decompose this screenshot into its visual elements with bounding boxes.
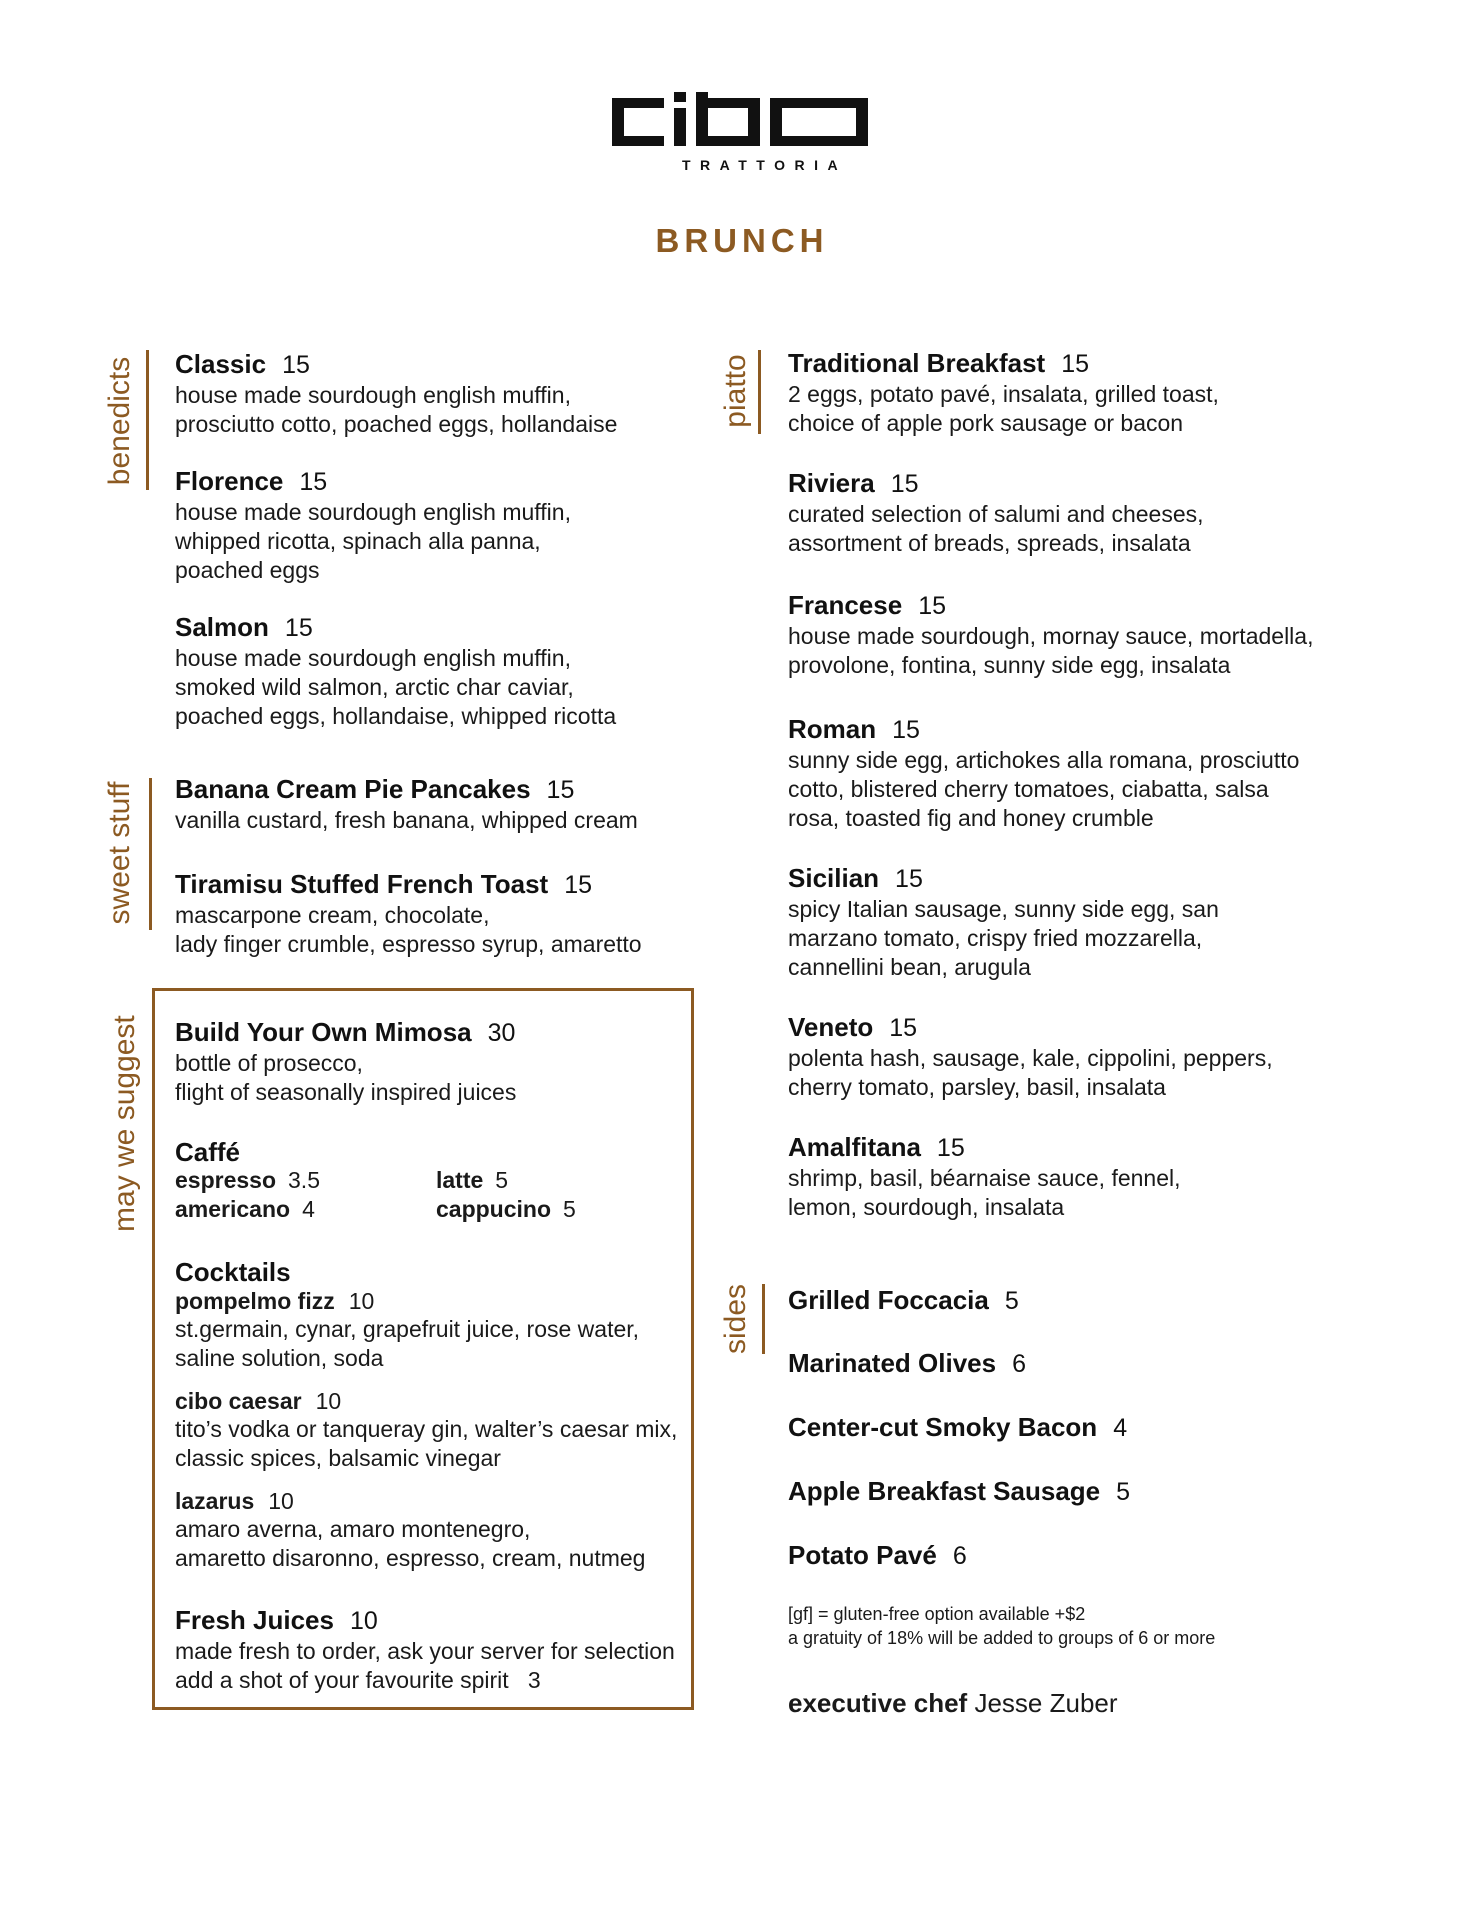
item-desc-line: flight of seasonally inspired juices bbox=[175, 1079, 517, 1105]
item-price: 6 bbox=[1012, 1350, 1026, 1378]
section-label-benedicts: benedicts bbox=[103, 356, 136, 486]
menu-item-francese bbox=[788, 589, 1313, 680]
item-name: Roman bbox=[788, 714, 877, 744]
item-name: Grilled Foccacia bbox=[788, 1285, 989, 1315]
menu-item-banana-pancakes bbox=[175, 773, 638, 835]
item-desc-line: prosciutto cotto, poached eggs, hollandaise bbox=[175, 411, 618, 437]
item-name: americano bbox=[175, 1196, 291, 1222]
gluten-free-note: [gf] = gluten-free option available +$2 bbox=[788, 1604, 1086, 1624]
item-desc-line: house made sourdough english muffin, bbox=[175, 645, 571, 671]
item-desc-line: sunny side egg, artichokes alla romana, prosciutto bbox=[788, 747, 1300, 773]
item-price: 10 bbox=[349, 1607, 378, 1635]
item-name: Amalfitana bbox=[788, 1132, 921, 1162]
item-price: 15 bbox=[890, 470, 919, 498]
section-label-sides: sides bbox=[719, 1283, 752, 1355]
item-price: 10 bbox=[268, 1488, 294, 1514]
item-desc-line: house made sourdough, mornay sauce, mortadella, bbox=[788, 623, 1314, 649]
cocktails-title: Cocktails bbox=[175, 1257, 291, 1287]
item-name: Fresh Juices bbox=[175, 1605, 334, 1635]
cocktails-heading bbox=[175, 1256, 291, 1288]
item-desc-line: tito’s vodka or tanqueray gin, walter’s caesar mix, bbox=[175, 1416, 678, 1442]
section-label-piatto: piatto bbox=[719, 354, 752, 428]
menu-item-salmon bbox=[175, 611, 616, 731]
menu-item-florence bbox=[175, 465, 571, 585]
item-price: 15 bbox=[282, 351, 310, 379]
item-desc-line: cotto, blistered cherry tomatoes, ciabatta, salsa bbox=[788, 776, 1269, 802]
menu-item-veneto bbox=[788, 1011, 1273, 1102]
side-item-sausage bbox=[788, 1475, 1130, 1508]
item-name: cappucino bbox=[436, 1196, 552, 1222]
item-name: lazarus bbox=[175, 1488, 255, 1514]
item-desc-line: lemon, sourdough, insalata bbox=[788, 1194, 1065, 1220]
item-desc-line: polenta hash, sausage, kale, cippolini, peppers, bbox=[788, 1045, 1273, 1071]
item-price: 5 bbox=[495, 1167, 509, 1193]
item-name: Riviera bbox=[788, 468, 875, 498]
item-name: Center-cut Smoky Bacon bbox=[788, 1412, 1098, 1442]
item-price: 5 bbox=[1116, 1478, 1131, 1506]
cocktail-lazarus bbox=[175, 1487, 645, 1573]
item-price: 15 bbox=[284, 614, 313, 642]
cocktail-pompelmo-fizz bbox=[175, 1287, 639, 1373]
item-desc-line: assortment of breads, spreads, insalata bbox=[788, 530, 1191, 556]
caffe-heading bbox=[175, 1136, 240, 1168]
item-price: 30 bbox=[487, 1019, 516, 1047]
item-name: Tiramisu Stuffed French Toast bbox=[175, 869, 549, 899]
item-desc-line: cherry tomato, parsley, basil, insalata bbox=[788, 1074, 1166, 1100]
item-price: 15 bbox=[1061, 350, 1090, 378]
item-price: 10 bbox=[348, 1288, 375, 1314]
item-desc-line: amaretto disaronno, espresso, cream, nutmeg bbox=[175, 1545, 646, 1571]
side-item-potato-pave bbox=[788, 1539, 967, 1572]
caffe-item-latte bbox=[436, 1166, 508, 1195]
menu-item-mimosa bbox=[175, 1016, 516, 1107]
logo-subtext: TRATTORIA bbox=[682, 157, 848, 173]
item-price: 4 bbox=[302, 1196, 315, 1222]
item-name: Marinated Olives bbox=[788, 1348, 997, 1378]
item-name: Potato Pavé bbox=[788, 1540, 937, 1570]
side-item-foccacia bbox=[788, 1284, 1019, 1317]
item-desc-line: smoked wild salmon, arctic char caviar, bbox=[175, 674, 574, 700]
section-bar-piatto bbox=[758, 350, 761, 434]
caffe-item-americano bbox=[175, 1195, 315, 1224]
item-price: 3.5 bbox=[288, 1167, 320, 1193]
item-desc-line: mascarpone cream, chocolate, bbox=[175, 902, 490, 928]
item-name: Florence bbox=[175, 466, 284, 496]
menu-item-sicilian bbox=[788, 862, 1219, 982]
item-price: 10 bbox=[315, 1388, 342, 1414]
item-desc-line: poached eggs, hollandaise, whipped ricotta bbox=[175, 703, 617, 729]
section-label-sweet-stuff: sweet stuff bbox=[103, 781, 136, 925]
item-name: espresso bbox=[175, 1167, 277, 1193]
section-bar-benedicts bbox=[146, 350, 149, 490]
item-desc-line: poached eggs bbox=[175, 557, 320, 583]
item-price: 15 bbox=[895, 865, 923, 893]
item-name: Build Your Own Mimosa bbox=[175, 1017, 472, 1047]
menu-item-traditional-breakfast bbox=[788, 347, 1219, 438]
section-label-may-we-suggest: may we suggest bbox=[108, 1015, 141, 1232]
item-desc-line: amaro averna, amaro montenegro, bbox=[175, 1516, 531, 1542]
item-desc-line: spicy Italian sausage, sunny side egg, san bbox=[788, 896, 1219, 922]
menu-item-roman bbox=[788, 713, 1299, 833]
item-desc-line: saline solution, soda bbox=[175, 1345, 384, 1371]
item-desc-line: made fresh to order, ask your server for selection bbox=[175, 1638, 675, 1664]
item-name: Apple Breakfast Sausage bbox=[788, 1476, 1101, 1506]
item-name: latte bbox=[436, 1167, 484, 1193]
item-desc-line: whipped ricotta, spinach alla panna, bbox=[175, 528, 541, 554]
menu-item-classic bbox=[175, 348, 617, 439]
menu-item-riviera bbox=[788, 467, 1204, 558]
item-price: 15 bbox=[918, 592, 946, 620]
menu-title: BRUNCH bbox=[655, 222, 829, 259]
caffe-item-cappucino bbox=[436, 1195, 576, 1224]
section-bar-sides bbox=[762, 1284, 765, 1354]
item-name: cibo caesar bbox=[175, 1388, 302, 1414]
item-price: 5 bbox=[1004, 1287, 1019, 1315]
side-item-olives bbox=[788, 1347, 1026, 1380]
item-desc-line: st.germain, cynar, grapefruit juice, rose water, bbox=[175, 1316, 640, 1342]
item-name: Classic bbox=[175, 349, 267, 379]
chef-label: executive chef bbox=[788, 1688, 968, 1718]
menu-item-tiramisu-toast bbox=[175, 868, 642, 959]
item-name: Sicilian bbox=[788, 863, 880, 893]
item-name: Banana Cream Pie Pancakes bbox=[175, 774, 531, 804]
gratuity-note: a gratuity of 18% will be added to groups of 6 or more bbox=[788, 1628, 1216, 1648]
item-desc-line: vanilla custard, fresh banana, whipped cream bbox=[175, 807, 638, 833]
item-desc-line: add a shot of your favourite spirit 3 bbox=[175, 1667, 541, 1693]
item-price: 15 bbox=[564, 871, 593, 899]
item-desc-line: lady finger crumble, espresso syrup, amaretto bbox=[175, 931, 642, 957]
item-price: 15 bbox=[892, 716, 920, 744]
item-name: Salmon bbox=[175, 612, 269, 642]
item-price: 15 bbox=[299, 468, 328, 496]
caffe-title: Caffé bbox=[175, 1137, 241, 1167]
executive-chef bbox=[788, 1688, 1118, 1719]
item-desc-line: 2 eggs, potato pavé, insalata, grilled toast, bbox=[788, 381, 1219, 407]
item-desc-line: classic spices, balsamic vinegar bbox=[175, 1445, 501, 1471]
caffe-item-espresso bbox=[175, 1166, 320, 1195]
item-desc-line: curated selection of salumi and cheeses, bbox=[788, 501, 1204, 527]
item-desc-line: provolone, fontina, sunny side egg, insalata bbox=[788, 652, 1231, 678]
item-desc-line: rosa, toasted fig and honey crumble bbox=[788, 805, 1154, 831]
item-price: 5 bbox=[563, 1196, 576, 1222]
item-desc-line: marzano tomato, crispy fried mozzarella, bbox=[788, 925, 1203, 951]
item-name: Veneto bbox=[788, 1012, 874, 1042]
item-price: 15 bbox=[936, 1134, 965, 1162]
item-name: Traditional Breakfast bbox=[788, 348, 1046, 378]
item-price: 15 bbox=[546, 776, 575, 804]
chef-name: Jesse Zuber bbox=[974, 1688, 1118, 1718]
item-price: 6 bbox=[952, 1542, 967, 1570]
cocktail-cibo-caesar bbox=[175, 1387, 677, 1473]
item-price: 15 bbox=[889, 1014, 918, 1042]
item-price: 4 bbox=[1113, 1414, 1128, 1442]
item-name: pompelmo fizz bbox=[175, 1288, 335, 1314]
section-bar-sweet-stuff bbox=[149, 778, 152, 930]
item-desc-line: house made sourdough english muffin, bbox=[175, 499, 571, 525]
menu-item-fresh-juices bbox=[175, 1604, 675, 1695]
item-desc-line: house made sourdough english muffin, bbox=[175, 382, 571, 408]
item-desc-line: cannellini bean, arugula bbox=[788, 954, 1031, 980]
menu-item-amalfitana bbox=[788, 1131, 1181, 1222]
item-desc-line: shrimp, basil, béarnaise sauce, fennel, bbox=[788, 1165, 1181, 1191]
item-desc-line: bottle of prosecco, bbox=[175, 1050, 363, 1076]
item-desc-line: choice of apple pork sausage or bacon bbox=[788, 410, 1184, 436]
item-name: Francese bbox=[788, 590, 903, 620]
side-item-bacon bbox=[788, 1411, 1127, 1444]
